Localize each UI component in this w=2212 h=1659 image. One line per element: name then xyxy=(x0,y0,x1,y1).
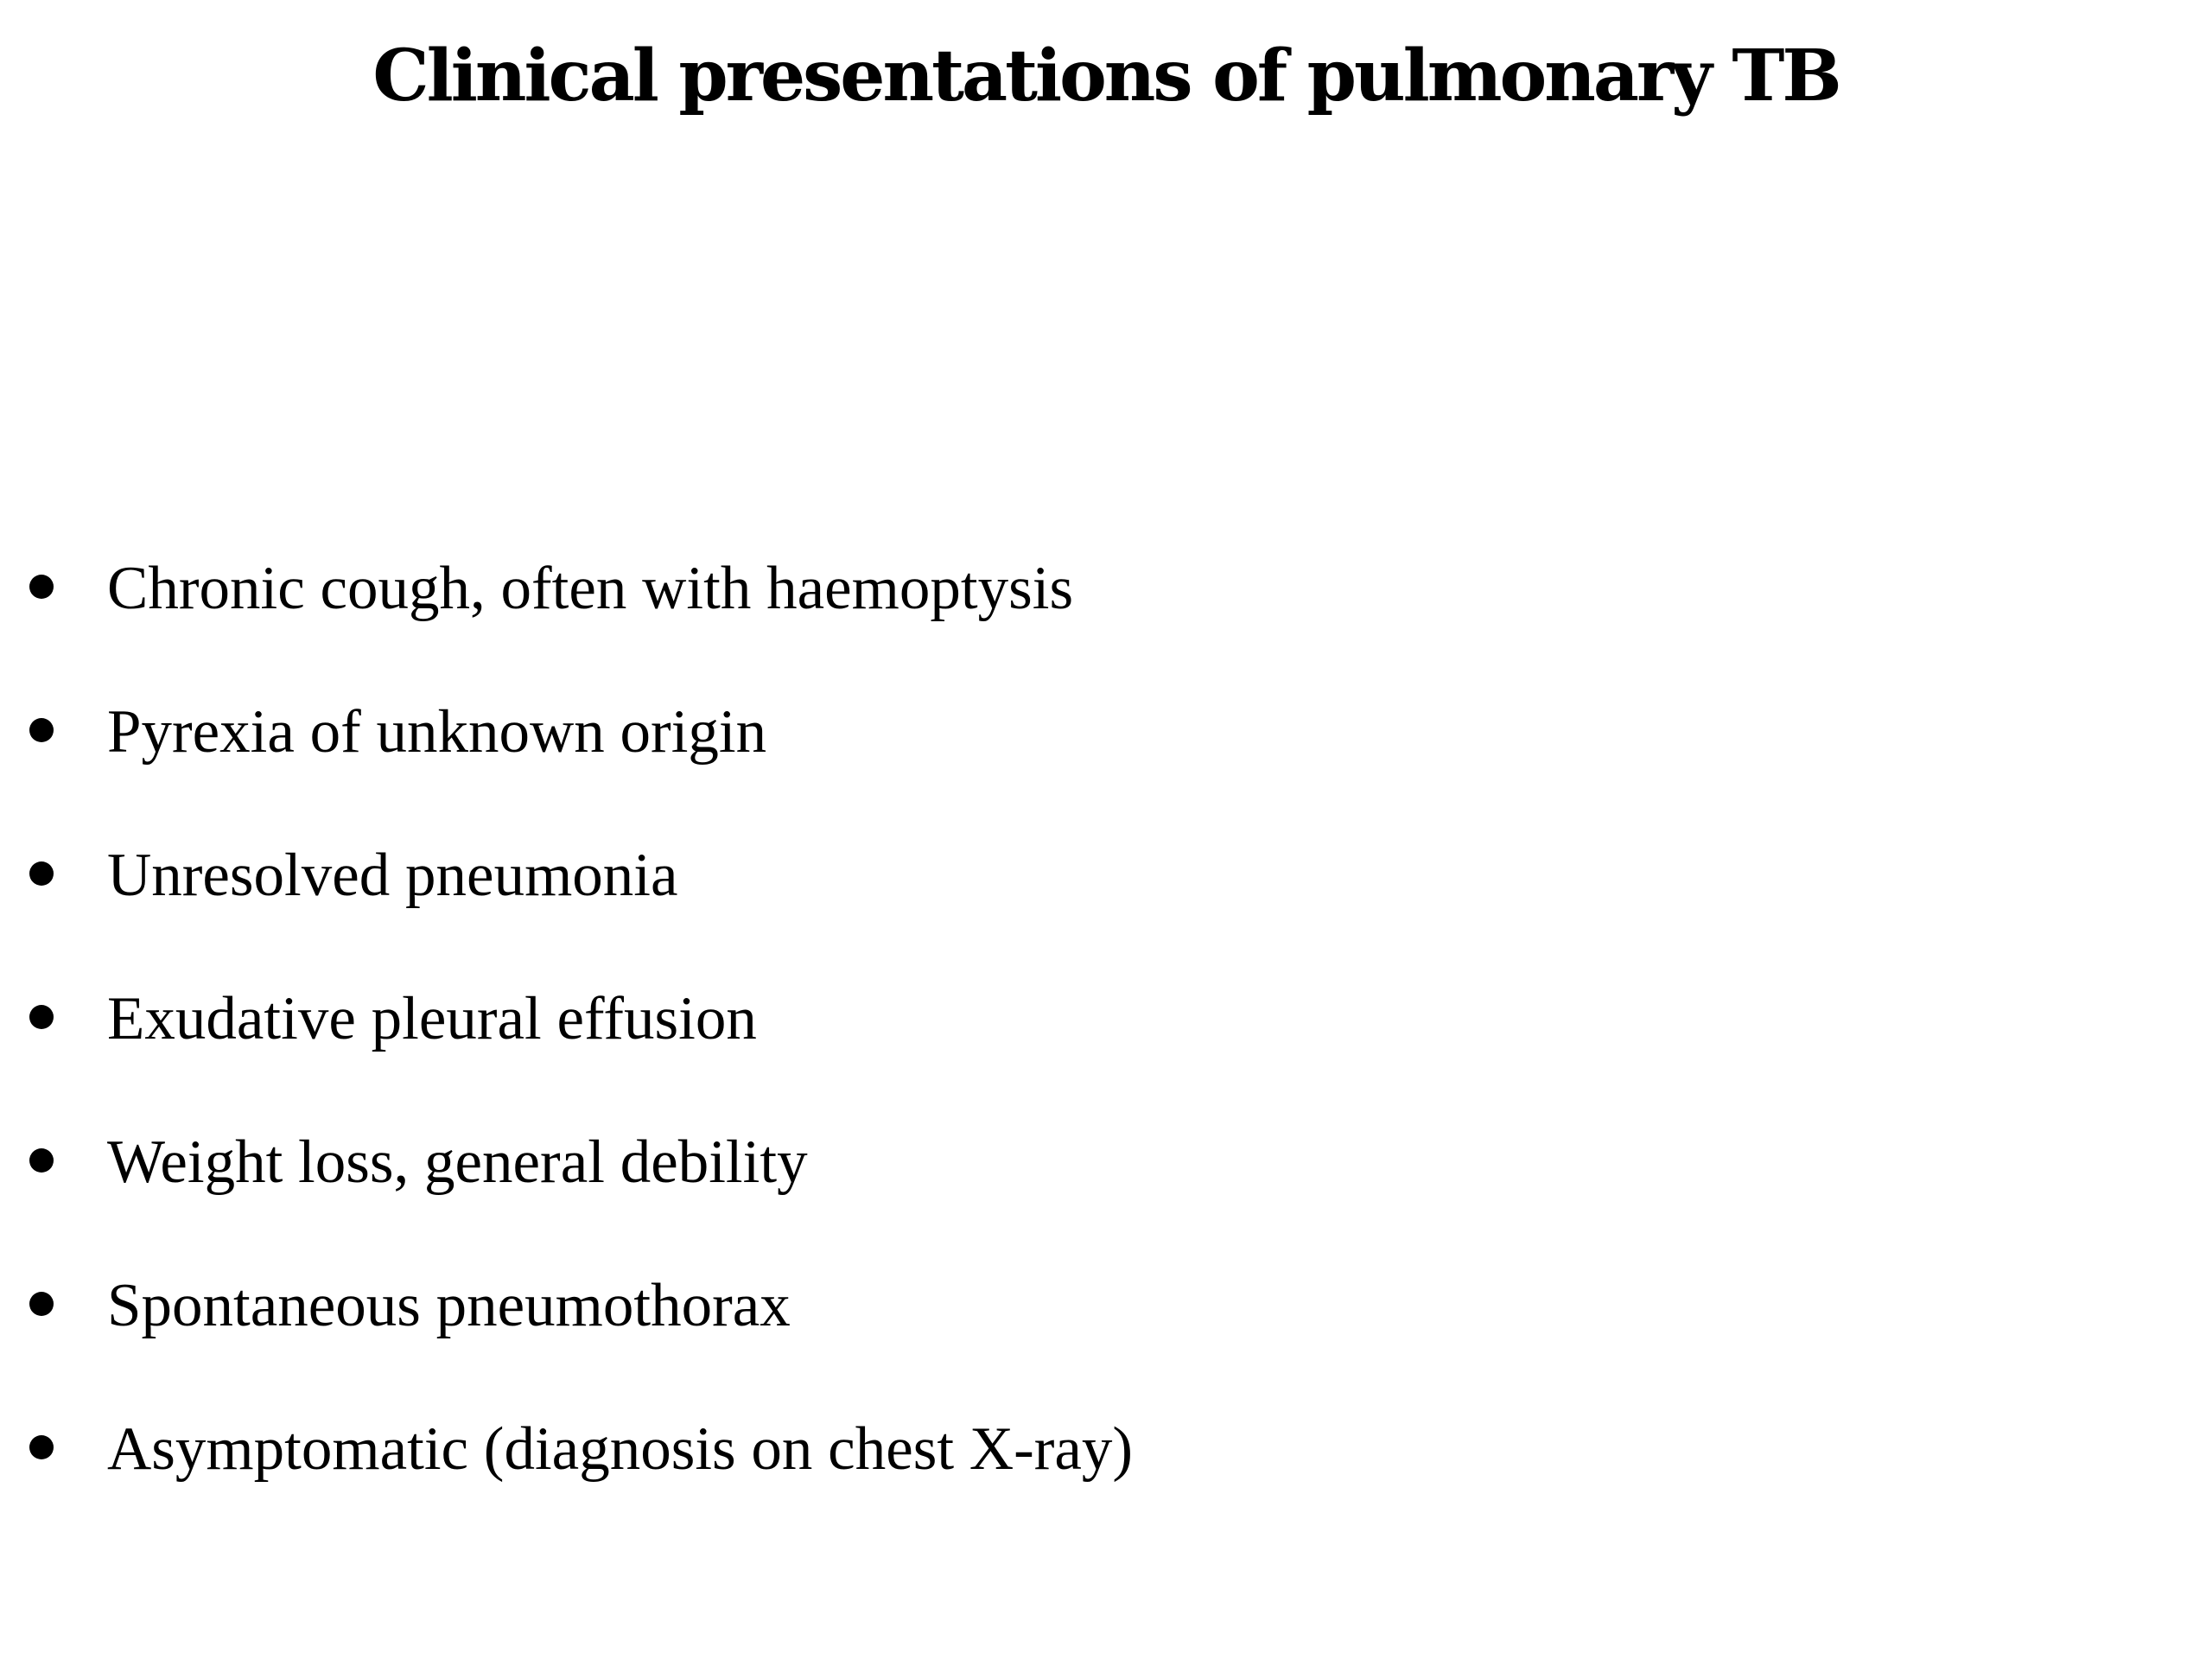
list-item xyxy=(0,971,2212,1115)
list-item xyxy=(0,1402,2212,1545)
list-item xyxy=(0,828,2212,971)
list-item-text: Exudative pleural effusion xyxy=(107,985,757,1052)
list-item-text: Unresolved pneumonia xyxy=(107,842,678,909)
bullet-icon xyxy=(29,1435,54,1459)
bullet-icon xyxy=(29,1292,54,1316)
bullet-icon xyxy=(29,575,54,599)
list-item-text: Pyrexia of unknown origin xyxy=(107,698,767,766)
list-item xyxy=(0,684,2212,828)
slide-title: Clinical presentations of pulmonary TB xyxy=(372,35,1840,118)
list-item-text: Spontaneous pneumothorax xyxy=(107,1272,791,1339)
bullet-icon xyxy=(29,861,54,886)
list-item-text: Asymptomatic (diagnosis on chest X-ray) xyxy=(107,1415,1134,1483)
list-item-text: Weight loss, general debility xyxy=(107,1128,808,1196)
list-item xyxy=(0,541,2212,684)
bullet-icon xyxy=(29,718,54,742)
bullet-list xyxy=(0,541,2212,1545)
bullet-icon xyxy=(29,1005,54,1029)
list-item xyxy=(0,1258,2212,1402)
bullet-icon xyxy=(29,1148,54,1173)
list-item xyxy=(0,1115,2212,1258)
list-item-text: Chronic cough, often with haemoptysis xyxy=(107,555,1074,622)
